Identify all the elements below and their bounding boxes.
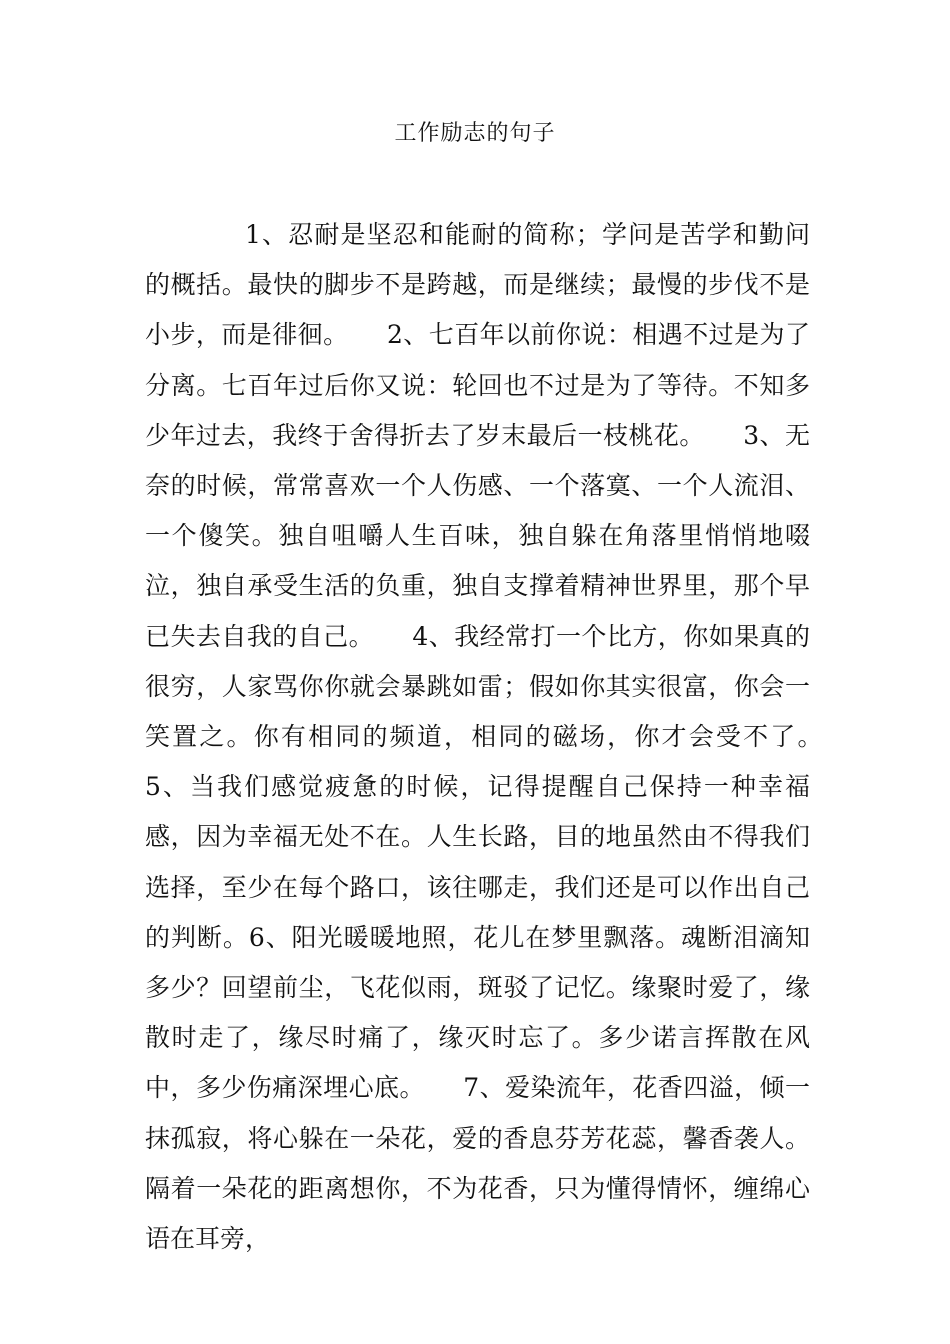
document-title: 工作励志的句子 <box>394 121 556 146</box>
document-body-paragraph: 1、忍耐是坚忍和能耐的简称；学问是苦学和勤问的概括。最快的脚步不是跨越，而是继续；最慢的步伐不是小步，而是徘徊。 2、七百年以前你说：相遇不过是为了分离。七百年过后你又说：轮回也不过是为了等待。不知多少年过去，我终于舍得折去了岁末最后一枝桃花。 3、无奈的时候，常常喜欢一个人伤感、一个落寞、一个人流泪、一个傻笑。独自咀嚼人生百味，独自躲在角落里悄悄地啜泣，独自承受生活的负重，独自支撑着精神世界里，那个早已失去自我的自己。 4、我经常打一个比方，你如果真的很穷，人家骂你你就会暴跳如雷；假如你其实很富，你会一笑置之。你有相同的频道，相同的磁场，你才会受不了。 5、当我们感觉疲惫的时候，记得提醒自己保持一种幸福感，因为幸福无处不在。人生长路，目的地虽然由不得我们选择，至少在每个路口，该往哪走，我们还是可以作出自己的判断。6、阳光暖暖地照，花儿在梦里飘落。魂断泪滴知多少？回望前尘，飞花似雨，斑驳了记忆。缘聚时爱了，缘散时走了，缘尽时痛了，缘灭时忘了。多少诺言挥散在风中，多少伤痛深埋心底。 7、爱染流年，花香四溢，倾一抹孤寂，将心躲在一朵花，爱的香息芬芳花蕊，馨香袭人。隔着一朵花的距离想你，不为花香，只为懂得情怀，缠绵心语在耳旁， <box>145 220 861 1254</box>
